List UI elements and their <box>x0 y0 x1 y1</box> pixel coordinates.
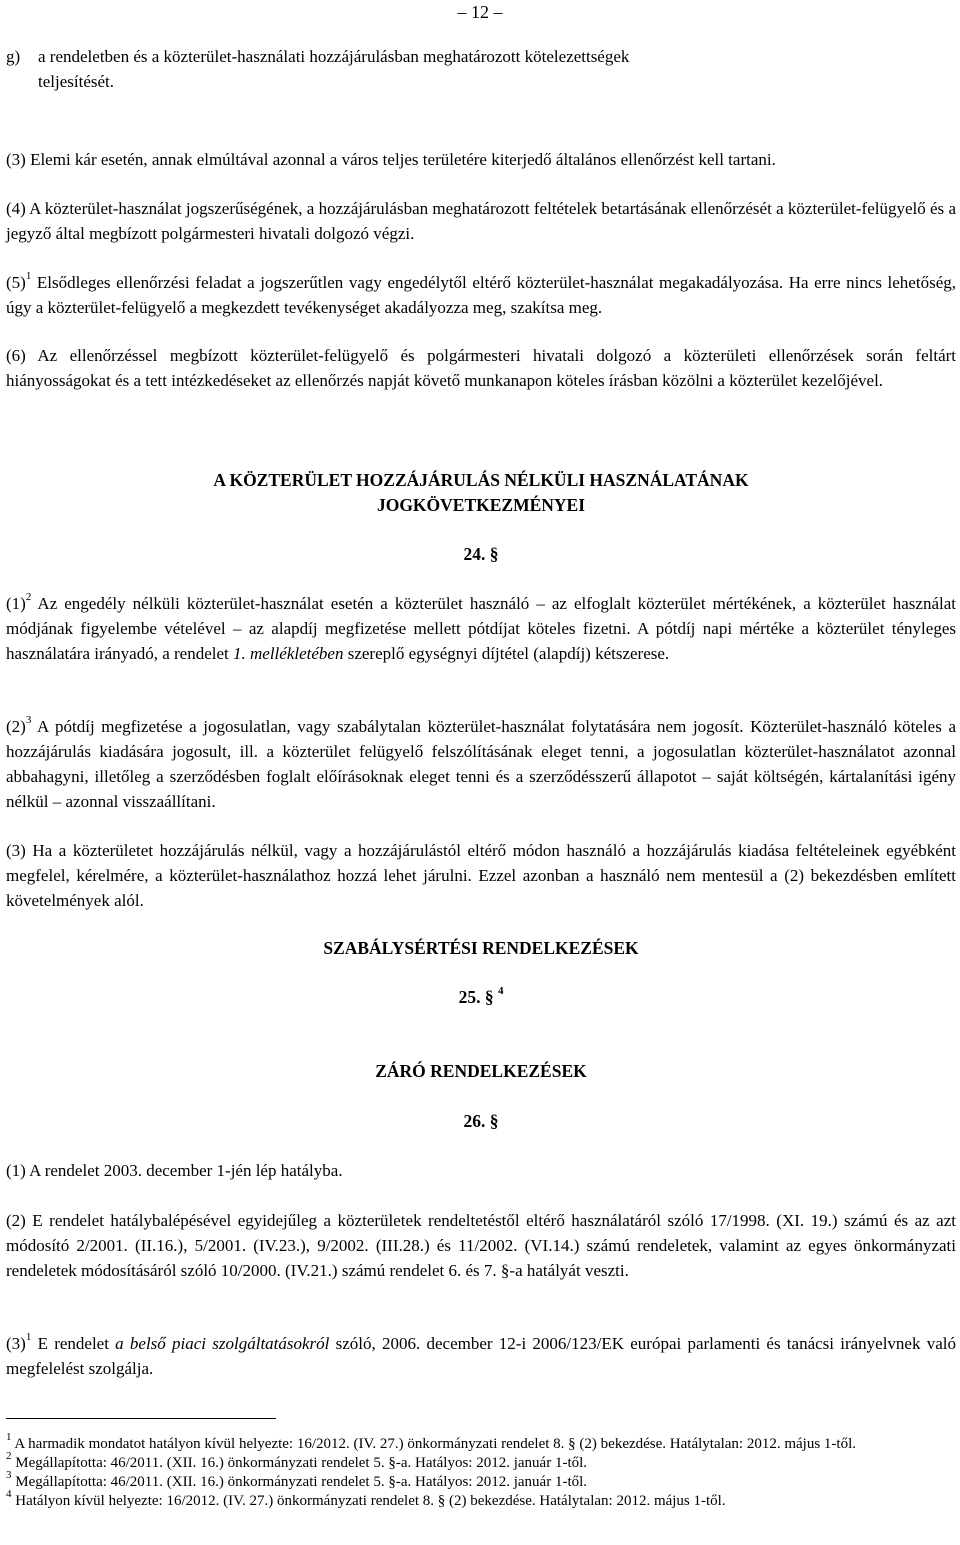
footnote-ref-1: 1 <box>25 270 32 283</box>
section-heading-final: ZÁRÓ RENDELKEZÉSEK <box>375 1061 587 1081</box>
footnote-3-text: Megállapította: 46/2011. (XII. 16.) önkormányzati rendelet 5. §-a. Hatályos: 2012. január 1-től. <box>11 1474 588 1490</box>
s24-p1-text-b: szereplő egységnyi díjtétel (alapdíj) kétszerese. <box>343 644 670 663</box>
section-25-label: 25. § <box>458 987 494 1007</box>
footnote-3 <box>6 1469 956 1492</box>
section-26-paragraph-2: (2) E rendelet hatálybalépésével egyidejűleg a közterületek rendeltetéstől eltérő használatáról szóló 17/1998. (XI. 19.) számú és az azt módosító 2/2001. (II.16.), 5/2001. (IV.23.), 9/2002. (III.28.) és 11/2002. (VI.14.) számú rendeletek, valamint az egyes önkormányzati rendeletek módosításáról szóló 10/2000. (IV.21.) számú rendelet 6. és 7. §-a hatályát veszti. <box>6 1211 956 1280</box>
footnote-ref-1b: 1 <box>25 1331 32 1344</box>
section-25-number <box>6 985 956 1010</box>
section-24-number: 24. § <box>463 544 499 564</box>
footnote-1-number: 1 <box>6 1431 12 1443</box>
footnote-separator <box>6 1418 276 1419</box>
s24-p1-number: (1) <box>6 594 26 613</box>
s24-p2-text: A pótdíj megfizetése a jogosulatlan, vagy szabálytalan közterület-használat folytatására nem jogosít. Közterület-használó köteles a hozzájárulás kiadására jogosult, ill. a közterület felügyelő felszólításának eleget tenni, a jogosulatlan közterület-használatot azonnal abbahagyni, illetőleg a szerződésben foglalt előírásoknak eleget tenni és a szerződésszerű állapotot – saját költségén, kártalanítási igény nélkül – azonnal visszaállítani. <box>6 717 956 811</box>
s24-p1-text-a: Az engedély nélküli közterület-használat esetén a közterület használó – az elfoglalt közterület mértékének, a közterület használat módjának figyelembe vételével – az alapdíj megfizetése mellett pótdíjat köteles fizetni. A pótdíj napi mértéke a közterület tényleges használatára irányadó, a rendelet <box>6 594 956 663</box>
s26-p3-text-b: szóló, 2006. december 12-i 2006/123/EK európai parlamenti és tanácsi irányelvnek való megfelelést szolgálja. <box>6 1334 956 1378</box>
s26-p3-text-a: E rendelet <box>31 1334 116 1353</box>
paragraph-3: (3) Elemi kár esetén, annak elmúltával azonnal a város teljes területére kiterjedő általános ellenőrzést kell tartani. <box>6 150 776 169</box>
section-26-paragraph-1: (1) A rendelet 2003. december 1-jén lép hatályba. <box>6 1161 343 1180</box>
item-g <box>6 44 956 91</box>
page-number: – 12 – <box>457 2 503 22</box>
paragraph-5-number: (5) <box>6 273 26 292</box>
paragraph-6: (6) Az ellenőrzéssel megbízott közterület-felügyelő és polgármesteri hivatali dolgozó a közterületi ellenőrzések során feltárt hiányosságokat és a tett intézkedéseket az ellenőrzés napját követő munkanapon köteles írásban közölni a közterület kezelőjével. <box>6 346 956 390</box>
footnote-1 <box>6 1431 956 1454</box>
item-g-label: g) <box>6 47 21 66</box>
s26-p3-number: (3) <box>6 1334 26 1353</box>
footnote-2-number: 2 <box>6 1450 12 1462</box>
footnote-3-number: 3 <box>6 1469 12 1481</box>
footnote-ref-3: 3 <box>25 714 32 727</box>
paragraph-4: (4) A közterület-használat jogszerűségének, a hozzájárulásban meghatározott feltételek betartásának ellenőrzését a közterület-felügyelő és a jegyző által megbízott polgármesteri hivatali dolgozó végzi. <box>6 199 956 243</box>
section-24-paragraph-2 <box>6 714 956 814</box>
section-heading-consequences <box>6 468 956 518</box>
section-24-paragraph-3: (3) Ha a közterületet hozzájárulás nélkül, vagy a hozzájárulástól eltérő módon használó a hozzájárulás kiadása feltételeinek egyébként megfelel, kérelmére, a közterület-használathoz hozzá lehet járulni. Ezzel azonban a használó nem mentesül a (2) bekezdésben említett követelmények alól. <box>6 841 956 910</box>
footnote-4-text: Hatályon kívül helyezte: 16/2012. (IV. 27.) önkormányzati rendelet 8. § (2) bekezdése. Hatálytalan: 2012. május 1-től. <box>11 1493 726 1509</box>
paragraph-5 <box>6 270 956 320</box>
section-26-paragraph-3 <box>6 1331 956 1381</box>
footnote-2-text: Megállapította: 46/2011. (XII. 16.) önkormányzati rendelet 5. §-a. Hatályos: 2012. január 1-től. <box>11 1455 588 1471</box>
footnote-4 <box>6 1488 956 1511</box>
section-heading-offences: SZABÁLYSÉRTÉSI RENDELKEZÉSEK <box>323 938 639 958</box>
heading-line-1: A KÖZTERÜLET HOZZÁJÁRULÁS NÉLKÜLI HASZNÁLATÁNAK <box>213 470 749 490</box>
s24-p1-italic: 1. mellékletében <box>233 644 344 663</box>
footnote-ref-2: 2 <box>25 591 32 604</box>
s26-p3-italic: a belső piaci szolgáltatásokról <box>115 1334 330 1353</box>
footnote-1-text: A harmadik mondatot hatályon kívül helyezte: 16/2012. (IV. 27.) önkormányzati rendelet 8. § (2) bekezdése. Hatálytalan: 2012. május 1-től. <box>11 1436 857 1452</box>
footnote-ref-4: 4 <box>497 985 504 998</box>
paragraph-5-text: Elsődleges ellenőrzési feladat a jogszerűtlen vagy engedélytől eltérő közterület-használat megakadályozása. Ha erre nincs lehetőség, úgy a közterület-felügyelő a megkezdett tevékenységet akadályozza meg, szakítsa meg. <box>6 273 956 317</box>
section-24-paragraph-1 <box>6 591 956 666</box>
s24-p2-number: (2) <box>6 717 26 736</box>
item-g-text: a rendeletben és a közterület-használati hozzájárulásban meghatározott kötelezettségek teljesítését. <box>38 47 630 91</box>
footnote-2 <box>6 1450 956 1473</box>
footnote-4-number: 4 <box>6 1488 12 1500</box>
heading-line-2: JOGKÖVETKEZMÉNYEI <box>376 495 586 515</box>
section-26-number: 26. § <box>463 1111 499 1131</box>
footnotes <box>6 1431 956 1511</box>
